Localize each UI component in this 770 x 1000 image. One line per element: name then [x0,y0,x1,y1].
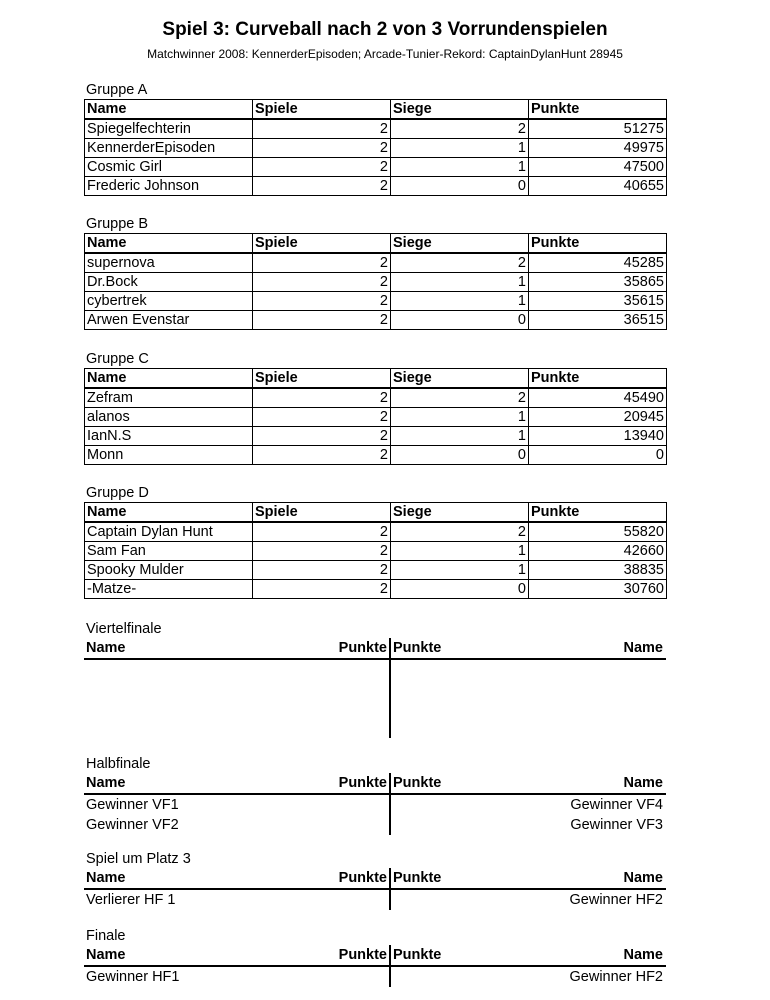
column-header-siege: Siege [391,369,529,389]
group-c [84,351,666,465]
group-label: Gruppe D [86,485,149,501]
cell-siege: 1 [391,427,529,446]
header-name-right: Name [623,775,663,791]
header-name-left: Name [86,775,126,791]
cell-name: alanos [85,408,253,427]
cell-name: -Matze- [85,580,253,599]
cell-siege: 1 [391,158,529,177]
cell-siege: 2 [391,253,529,273]
cell-siege: 1 [391,408,529,427]
cell-spiele: 2 [253,561,391,580]
page-title: Spiel 3: Curveball nach 2 von 3 Vorrundenspielen [162,19,608,40]
group-label: Gruppe C [86,351,149,367]
column-header-punkte: Punkte [529,503,667,523]
cell-punkte: 51275 [529,119,667,139]
player-left: Gewinner HF1 [86,969,180,985]
group-table [84,368,667,465]
match-row [84,815,666,835]
section-label: Finale [86,928,126,944]
player-right: Gewinner HF2 [569,892,663,908]
cell-spiele: 2 [253,408,391,427]
player-right: Gewinner VF4 [570,797,663,813]
cell-spiele: 2 [253,580,391,599]
cell-name: Cosmic Girl [85,158,253,177]
cell-name: Spiegelfechterin [85,119,253,139]
group-table [84,99,667,196]
header-name-right: Name [623,870,663,886]
ko-body [84,795,666,835]
ko-header [84,638,666,660]
cell-punkte: 55820 [529,522,667,542]
cell-siege: 0 [391,446,529,465]
table-header-row [85,369,667,389]
cell-siege: 1 [391,542,529,561]
table-row [85,292,667,311]
cell-siege: 2 [391,119,529,139]
cell-name: Spooky Mulder [85,561,253,580]
table-row [85,158,667,177]
viertelfinale-section [84,620,666,738]
table-row [85,273,667,292]
match-row [84,967,666,987]
cell-punkte: 38835 [529,561,667,580]
cell-punkte: 45285 [529,253,667,273]
cell-siege: 1 [391,273,529,292]
cell-spiele: 2 [253,388,391,408]
table-row [85,177,667,196]
halbfinale-section [84,755,666,835]
ko-body [84,967,666,987]
cell-spiele: 2 [253,446,391,465]
column-header-name: Name [85,100,253,120]
cell-siege: 0 [391,177,529,196]
ko-header [84,868,666,890]
cell-spiele: 2 [253,119,391,139]
cell-siege: 2 [391,388,529,408]
column-divider [389,638,391,658]
page-subtitle: Matchwinner 2008: KennerderEpisoden; Arcade-Tunier-Rekord: CaptainDylanHunt 28945 [147,47,623,61]
cell-punkte: 45490 [529,388,667,408]
table-row [85,542,667,561]
cell-name: Monn [85,446,253,465]
finale-section [84,927,666,987]
player-left: Gewinner VF1 [86,797,179,813]
cell-spiele: 2 [253,139,391,158]
header-punkte-left: Punkte [338,775,387,791]
group-table [84,502,667,599]
cell-siege: 1 [391,292,529,311]
group-label: Gruppe A [86,82,148,98]
table-header-row [85,234,667,254]
header-name-right: Name [623,947,663,963]
cell-punkte: 49975 [529,139,667,158]
header-punkte-left: Punkte [338,640,387,656]
column-header-spiele: Spiele [253,369,391,389]
header-name-right: Name [623,640,663,656]
ko-header [84,773,666,795]
cell-punkte: 35865 [529,273,667,292]
column-header-spiele: Spiele [253,100,391,120]
cell-siege: 0 [391,311,529,330]
table-row [85,388,667,408]
cell-name: Captain Dylan Hunt [85,522,253,542]
table-header-row [85,503,667,523]
cell-siege: 1 [391,139,529,158]
cell-spiele: 2 [253,311,391,330]
cell-spiele: 2 [253,158,391,177]
cell-name: supernova [85,253,253,273]
table-row [85,561,667,580]
cell-punkte: 30760 [529,580,667,599]
cell-punkte: 42660 [529,542,667,561]
table-row [85,522,667,542]
section-label: Spiel um Platz 3 [86,851,191,867]
header-punkte-left: Punkte [338,870,387,886]
column-header-spiele: Spiele [253,503,391,523]
table-row [85,427,667,446]
section-label: Viertelfinale [86,621,162,637]
column-header-siege: Siege [391,100,529,120]
cell-name: IanN.S [85,427,253,446]
table-row [85,580,667,599]
table-row [85,253,667,273]
column-header-spiele: Spiele [253,234,391,254]
header-punkte-right: Punkte [393,775,442,791]
cell-spiele: 2 [253,273,391,292]
column-header-name: Name [85,503,253,523]
header-name-left: Name [86,947,126,963]
ko-header [84,945,666,967]
column-divider [389,945,391,965]
cell-spiele: 2 [253,427,391,446]
table-header-row [85,100,667,120]
cell-spiele: 2 [253,542,391,561]
header-punkte-right: Punkte [393,640,442,656]
cell-spiele: 2 [253,292,391,311]
header-punkte-left: Punkte [338,947,387,963]
cell-spiele: 2 [253,177,391,196]
header-punkte-right: Punkte [393,870,442,886]
cell-siege: 0 [391,580,529,599]
platz3-section [84,850,666,910]
column-divider [389,773,391,793]
table-row [85,446,667,465]
cell-spiele: 2 [253,522,391,542]
group-a [84,82,666,196]
column-header-name: Name [85,369,253,389]
column-divider [389,660,391,738]
group-b [84,216,666,330]
column-header-siege: Siege [391,503,529,523]
group-label: Gruppe B [86,216,149,232]
cell-name: Dr.Bock [85,273,253,292]
player-left: Gewinner VF2 [86,817,179,833]
cell-name: cybertrek [85,292,253,311]
table-row [85,408,667,427]
table-row [85,311,667,330]
cell-name: Sam Fan [85,542,253,561]
cell-punkte: 0 [529,446,667,465]
header-punkte-right: Punkte [393,947,442,963]
column-header-punkte: Punkte [529,234,667,254]
player-left: Verlierer HF 1 [86,892,176,908]
column-divider [389,868,391,888]
cell-siege: 2 [391,522,529,542]
cell-punkte: 36515 [529,311,667,330]
cell-punkte: 40655 [529,177,667,196]
ko-body [84,660,666,738]
player-right: Gewinner HF2 [569,969,663,985]
column-header-punkte: Punkte [529,369,667,389]
cell-name: Zefram [85,388,253,408]
ko-body [84,890,666,910]
group-d [84,485,666,599]
section-label: Halbfinale [86,756,151,772]
column-header-punkte: Punkte [529,100,667,120]
table-row [85,139,667,158]
cell-spiele: 2 [253,253,391,273]
table-row [85,119,667,139]
column-header-siege: Siege [391,234,529,254]
cell-name: KennerderEpisoden [85,139,253,158]
group-table [84,233,667,330]
cell-punkte: 35615 [529,292,667,311]
cell-punkte: 20945 [529,408,667,427]
cell-siege: 1 [391,561,529,580]
header-name-left: Name [86,640,126,656]
player-right: Gewinner VF3 [570,817,663,833]
cell-punkte: 47500 [529,158,667,177]
cell-name: Frederic Johnson [85,177,253,196]
column-header-name: Name [85,234,253,254]
cell-punkte: 13940 [529,427,667,446]
cell-name: Arwen Evenstar [85,311,253,330]
match-row [84,795,666,815]
match-row [84,890,666,910]
header-name-left: Name [86,870,126,886]
